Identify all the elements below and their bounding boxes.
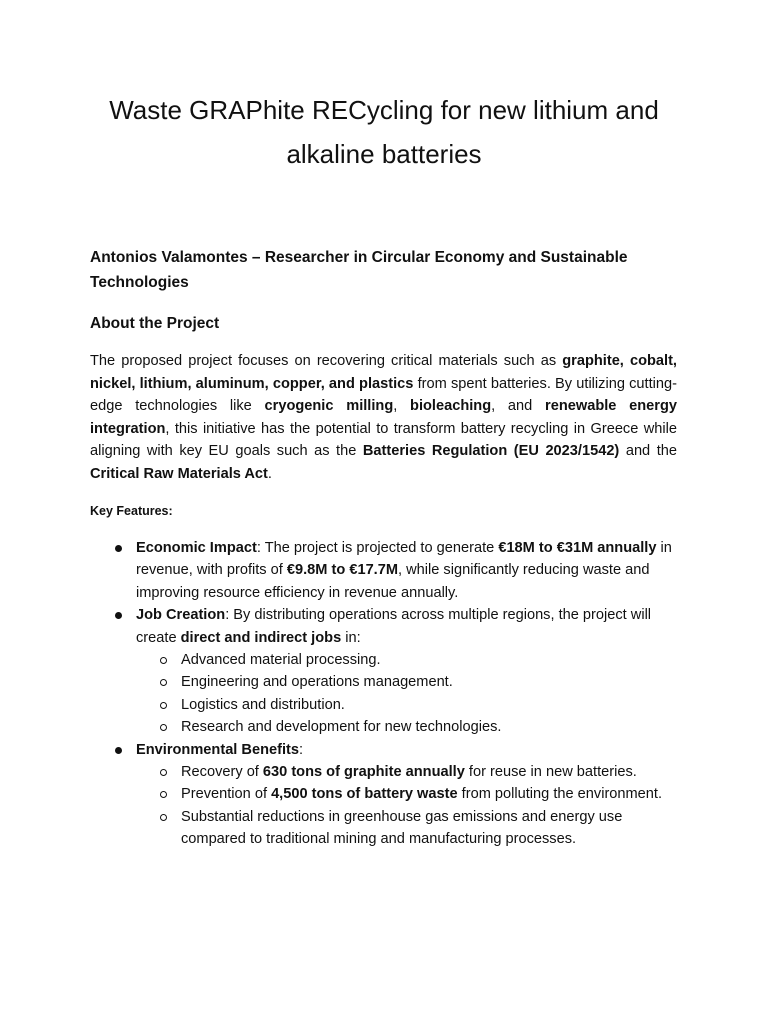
feature-bold-jobs: direct and indirect jobs (180, 629, 342, 646)
intro-bold-crm-act: Critical Raw Materials Act (90, 465, 268, 482)
feature-text: in revenue, with profits of (136, 540, 672, 579)
item-text: Prevention of (181, 786, 272, 803)
item-text: for reuse in new batteries. (464, 764, 637, 781)
about-heading: About the Project (90, 315, 220, 332)
intro-bold-renewable: renewable energy integration (90, 398, 678, 437)
feature-text: in: (341, 629, 361, 646)
list-item (136, 761, 690, 783)
item-bold-graphite: 630 tons of graphite annually (262, 764, 465, 781)
feature-text: : By distributing operations across multiple regions, the project will create (136, 607, 652, 646)
feature-environmental-benefits (90, 739, 690, 851)
intro-bold-materials: graphite, cobalt, nickel, lithium, aluminum, copper, and plastics (90, 353, 677, 392)
author-line: Antonios Valamontes – Researcher in Circular Economy and Sustainable Technologies (90, 249, 628, 291)
list-item: Advanced material processing. (136, 649, 690, 671)
feature-label: Job Creation (136, 607, 226, 624)
environment-benefits-list (136, 761, 690, 851)
intro-text: from spent batteries. By utilizing cutting-edge technologies like (90, 375, 677, 415)
list-item: Substantial reductions in greenhouse gas emissions and energy use compared to traditional mining and manufacturing processes. (136, 806, 690, 851)
job-areas-list (136, 649, 690, 739)
intro-text: The proposed project focuses on recovering critical materials such as (90, 353, 563, 369)
intro-bold-cryogenic: cryogenic milling (264, 398, 394, 415)
key-features-list (90, 537, 690, 851)
feature-text: : The project is projected to generate (256, 540, 499, 556)
feature-bold-revenue: €18M to €31M annually (498, 540, 657, 556)
intro-text: , this initiative has the potential to transform battery recycling in Greece while aligning with key EU goals such as the (90, 420, 677, 460)
intro-text: , (393, 398, 411, 415)
intro-text: . (267, 465, 272, 482)
intro-text: , and (491, 398, 546, 415)
list-item (136, 783, 690, 805)
list-item: Research and development for new technologies. (136, 716, 690, 738)
feature-text: : (299, 741, 304, 758)
intro-bold-batteries-regulation: Batteries Regulation (EU 2023/1542) (362, 443, 620, 460)
intro-bold-bioleaching: bioleaching (410, 398, 492, 415)
list-item: Logistics and distribution. (136, 694, 690, 716)
feature-bold-profits: €9.8M to €17.7M (286, 562, 399, 579)
item-text: from polluting the environment. (457, 786, 663, 803)
intro-text: and the (619, 443, 677, 460)
feature-label: Economic Impact (136, 540, 257, 556)
feature-label: Environmental Benefits (136, 741, 299, 758)
feature-text: , while significantly reducing waste and improving resource efficiency in revenue annually. (136, 562, 650, 601)
intro-paragraph (90, 350, 677, 486)
feature-economic-impact (90, 537, 690, 604)
key-features-label: Key Features: (90, 504, 173, 518)
item-text: Recovery of (181, 764, 263, 781)
document-title: Waste GRAPhite RECycling for new lithium and alkaline batteries (109, 95, 659, 169)
item-bold-waste: 4,500 tons of battery waste (271, 786, 458, 803)
list-item: Engineering and operations management. (136, 671, 690, 693)
feature-job-creation (90, 604, 690, 738)
